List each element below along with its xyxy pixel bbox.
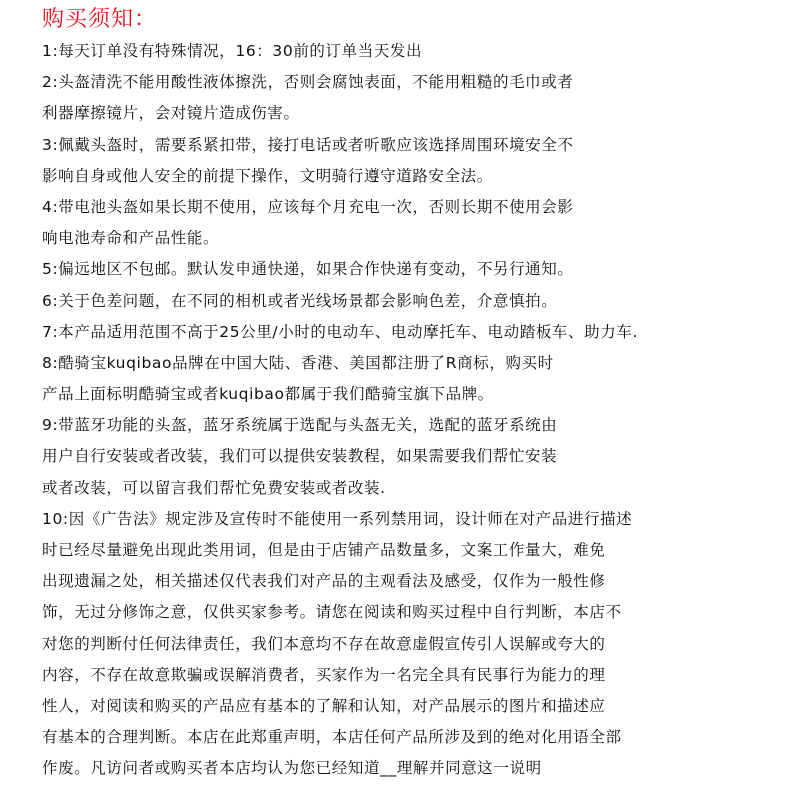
notice-line: 用户自行安装或者改装，我们可以提供安装教程，如果需要我们帮忙安装 — [42, 447, 558, 466]
notice-line: 饰，无过分修饰之意，仅供买家参考。请您在阅读和购买过程中自行判断，本店不 — [42, 603, 622, 622]
notice-line: 作废。凡访问者或购买者本店均认为您已经知道__理解并同意这一说明 — [42, 759, 542, 778]
notice-line: 5:偏远地区不包邮。默认发申通快递，如果合作快递有变动，不另行通知。 — [42, 260, 574, 279]
notice-line: 1:每天订单没有特殊情况，16：30前的订单当天发出 — [42, 42, 423, 60]
notice-line: 8:酷骑宝kuqibao品牌在中国大陆、香港、美国都注册了R商标，购买时 — [42, 353, 554, 372]
notice-line: 9:带蓝牙功能的头盔，蓝牙系统属于选配与头盔无关，选配的蓝牙系统由 — [42, 416, 558, 435]
notice-line: 10:因《广告法》规定涉及宣传时不能使用一系列禁用词，设计师在对产品进行描述 — [42, 509, 633, 528]
notice-line: 对您的判断付任何法律责任，我们本意均不存在故意虚假宣传引人误解或夸大的 — [42, 634, 606, 653]
notice-line: 时已经尽量避免出现此类用词，但是由于店铺产品数量多，文案工作量大，难免 — [42, 541, 606, 559]
purchase-notice — [42, 4, 782, 785]
notice-title: 购买须知： — [42, 7, 158, 32]
notice-line: 4:带电池头盔如果长期不使用，应该每个月充电一次，否则长期不使用会影 — [42, 197, 574, 216]
notice-line: 内容，不存在故意欺骗或误解消费者，买家作为一名完全具有民事行为能力的理 — [42, 665, 606, 684]
notice-line: 利器摩擦镜片，会对镜片造成伤害。 — [42, 104, 300, 123]
notice-line: 性人，对阅读和购买的产品应有基本的了解和认知，对产品展示的图片和描述应 — [42, 696, 606, 715]
notice-line: 产品上面标明酷骑宝或者kuqibao都属于我们酷骑宝旗下品牌。 — [42, 385, 494, 404]
notice-line: 响电池寿命和产品性能。 — [42, 229, 220, 248]
notice-line: 7:本产品适用范围不高于25公里/小时的电动车、电动摩托车、电动踏板车、助力车. — [42, 322, 638, 341]
notice-line: 有基本的合理判断。本店在此郑重声明，本店任何产品所涉及到的绝对化用语全部 — [42, 728, 622, 747]
notice-line: 3:佩戴头盔时，需要系紧扣带，接打电话或者听歌应该选择周围环境安全不 — [42, 135, 574, 154]
notice-line: 出现遗漏之处，相关描述仅代表我们对产品的主观看法及感受，仅作为一般性修 — [42, 572, 606, 591]
notice-line: 或者改装，可以留言我们帮忙免费安装或者改装. — [42, 478, 386, 497]
notice-line: 2:头盔清洗不能用酸性液体擦洗，否则会腐蚀表面，不能用粗糙的毛巾或者 — [42, 73, 574, 92]
notice-lines — [42, 36, 782, 785]
notice-line: 影响自身或他人安全的前提下操作，文明骑行遵守道路安全法。 — [42, 166, 493, 185]
notice-line: 6:关于色差问题，在不同的相机或者光线场景都会影响色差，介意慎拍。 — [42, 291, 558, 310]
